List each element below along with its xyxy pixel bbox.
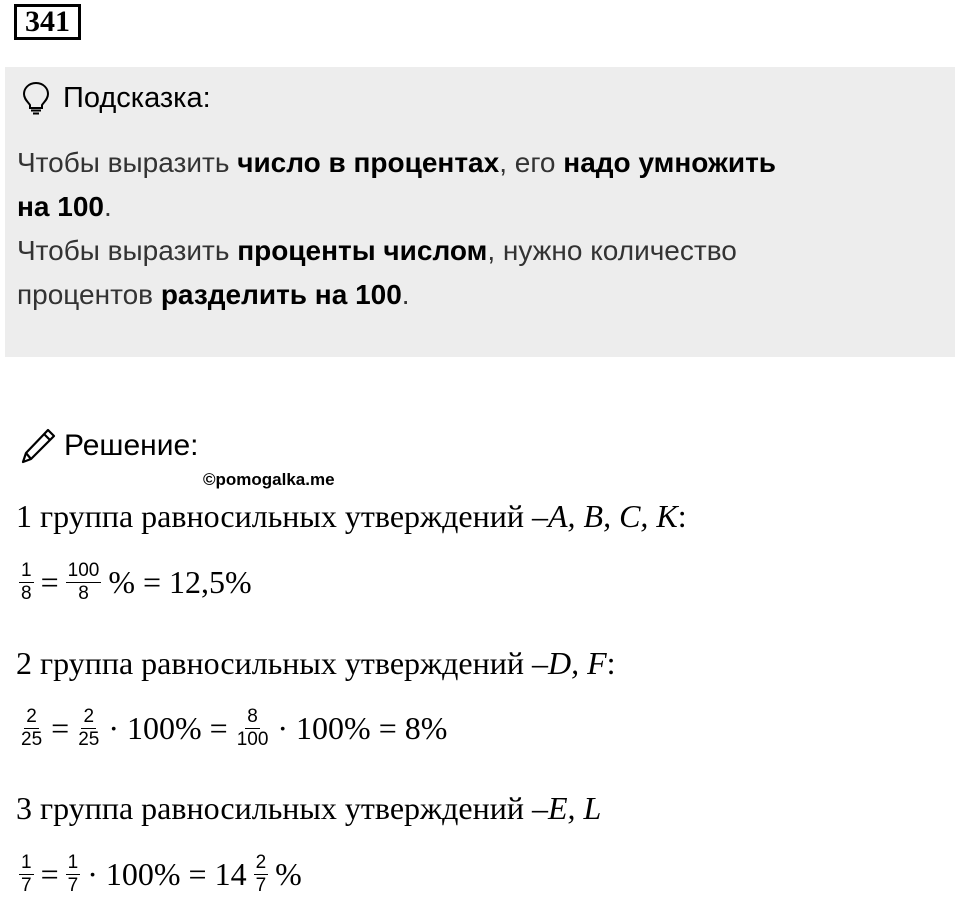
hint-title: Подсказка: [63,81,211,114]
fraction [19,560,34,605]
fraction [254,852,269,897]
denominator: 8 [78,583,89,604]
hint-bold-part: на 100 [17,191,104,222]
numerator: 2 [26,706,37,727]
lightbulb-icon [21,81,51,115]
fraction [235,706,271,751]
group-letters: A, B, C, K [547,498,678,534]
group-letters: E, L [547,790,602,826]
hint-text-part: , нужно количество [487,235,737,266]
group-1-line [16,496,687,536]
equation-3 [16,852,306,897]
operator: = [51,710,70,746]
fraction [76,706,101,751]
hint-line-3 [17,229,917,273]
task-number: 341 [14,4,81,40]
equation-rest: · 100% = 8% [277,710,448,746]
operator: = [40,856,59,892]
hint-text-part: процентов [17,279,161,310]
hint-text-part: . [103,191,112,222]
denominator: 100 [236,729,269,750]
equation-2 [16,706,451,751]
hint-text-part: Чтобы выразить [17,147,238,178]
numerator: 1 [21,852,32,873]
hint-box [5,67,955,357]
hint-text [17,141,917,317]
group-3-line [16,788,601,828]
numerator: 100 [67,560,100,581]
hint-bold-part: число в процентах [237,147,500,178]
group-2-line [16,643,616,683]
group-text: 3 группа равносильных утверждений – [16,790,548,826]
numerator: 8 [247,706,258,727]
group-letters: D, F [547,645,607,681]
numerator: 1 [21,560,32,581]
denominator: 7 [255,875,267,896]
fraction [66,852,81,897]
group-text: 2 группа равносильных утверждений – [16,645,548,681]
equation-middle: · 100% = [108,710,228,746]
denominator: 8 [21,583,32,604]
numerator: 2 [255,852,267,873]
numerator: 2 [83,706,95,727]
group-end: : [677,498,687,534]
solution-header [18,426,198,466]
group-text: 1 группа равносильных утверждений – [16,498,548,534]
equation-rest: % = 12,5% [108,564,252,600]
denominator: 25 [21,729,43,750]
solution-title: Решение: [64,429,199,462]
hint-bold-part: надо умножить [563,147,776,178]
hint-line-4 [17,273,917,317]
hint-bold-part: разделить на 100 [160,279,402,310]
denominator: 7 [67,875,79,896]
watermark: ©pomogalka.me [203,470,335,489]
fraction [19,852,34,897]
hint-text-part: Чтобы выразить [17,235,238,266]
group-end: : [606,645,616,681]
fraction [19,706,44,751]
pencil-icon [18,426,58,466]
equation-rest: % [275,856,302,892]
denominator: 7 [21,875,32,896]
numerator: 1 [67,852,79,873]
hint-line-2 [17,185,917,229]
equation-middle: · 100% = 14 [87,856,247,892]
hint-header [21,81,211,115]
hint-line-1 [17,141,917,185]
hint-bold-part: проценты числом [237,235,488,266]
denominator: 25 [78,729,100,750]
equation-1 [16,560,256,605]
operator: = [40,564,59,600]
hint-text-part: , его [499,147,564,178]
fraction [66,560,102,605]
hint-text-part: . [401,279,410,310]
